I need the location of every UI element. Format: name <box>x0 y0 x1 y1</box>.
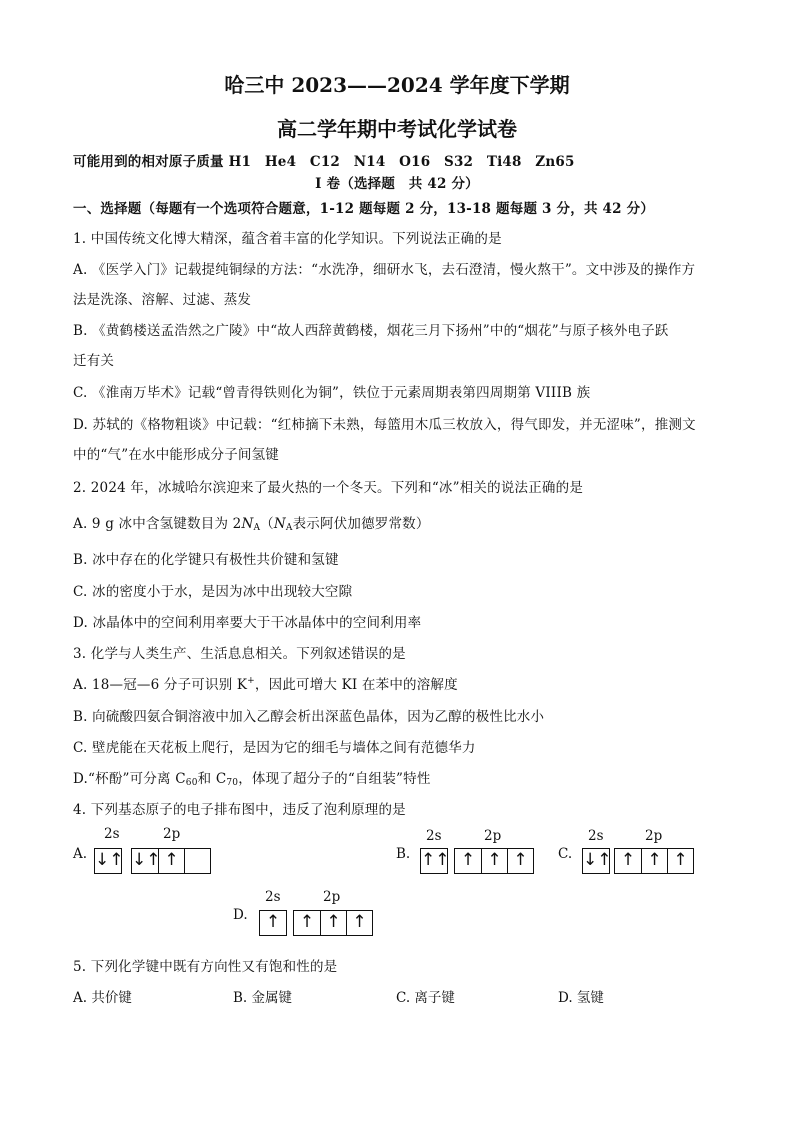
q4-b-2s-label: 2s <box>426 828 442 844</box>
q4-d-2p-label: 2p <box>323 889 341 905</box>
q3-stem: 3. 化学与人类生产、生活息息相关。下列叙述错误的是 <box>73 646 406 662</box>
atomic-mass-line: 可能用到的相对原子质量 H1 He4 C12 N14 O16 S32 Ti48 Zn65 <box>73 154 575 170</box>
q5-option-c: C. 离子键 <box>396 990 455 1006</box>
q4-b-2p-label: 2p <box>484 828 502 844</box>
orbital-box <box>184 849 210 873</box>
q2-stem: 2. 2024 年，冰城哈尔滨迎来了最火热的一个冬天。下列和“冰”相关的说法正确的是 <box>73 480 584 496</box>
orbital-box: ↑ <box>620 850 636 870</box>
q4-c-2p-boxes <box>614 848 694 874</box>
orbital-box: ↑ <box>667 849 693 873</box>
q3-option-c: C. 壁虎能在天花板上爬行，是因为它的细毛与墙体之间有范德华力 <box>73 740 476 756</box>
q2-option-b: B. 冰中存在的化学键只有极性共价键和氢键 <box>73 552 339 568</box>
q4-a-2s-boxes <box>94 848 122 874</box>
orbital-box: ↓↑ <box>132 850 161 870</box>
section-heading: 一、选择题（每题有一个选项符合题意，1-12 题每题 2 分，13-18 题每题 3 分，共 42 分） <box>73 201 655 217</box>
orbital-box: ↑ <box>641 849 667 873</box>
q3-option-b: B. 向硫酸四氨合铜溶液中加入乙醇会析出深蓝色晶体，因为乙醇的极性比水小 <box>73 709 545 725</box>
q1-option-d-line2: 中的“气”在水中能形成分子间氢键 <box>73 447 280 463</box>
q3-option-d: D.“杯酚”可分离 $C_{60}$和 $C_{70}$，体现了超分子的“自组装”特性 <box>73 771 431 788</box>
q1-option-a-line2: 法是洗涤、溶解、过滤、蒸发 <box>73 292 252 308</box>
q4-c-2s-label: 2s <box>588 828 604 844</box>
q1-option-d-line1: D. 苏轼的《格物粗谈》中记载：“红柿摘下未熟，每篮用木瓜三枚放入，得气即发，并无涩味”，推测文 <box>73 417 696 433</box>
orbital-box: ↑ <box>299 912 315 932</box>
q4-stem: 4. 下列基态原子的电子排布图中，违反了泡利原理的是 <box>73 802 406 818</box>
q5-option-b: B. 金属键 <box>233 990 293 1006</box>
orbital-box: ↓↑ <box>95 850 124 870</box>
q5-option-a: A. 共价键 <box>73 990 132 1006</box>
orbital-box: ↑ <box>320 911 346 935</box>
q1-option-c: C. 《淮南万毕术》记载“曾青得铁则化为铜”，铁位于元素周期表第四周期第 VIIIB 族 <box>73 385 591 401</box>
q4-c-2s-boxes <box>582 848 610 874</box>
q4-d-2p-boxes <box>293 910 373 936</box>
q1-stem: 1. 中国传统文化博大精深，蕴含着丰富的化学知识。下列说法正确的是 <box>73 231 502 247</box>
exam-title-school: 哈三中 2023——2024 学年度下学期 <box>224 73 570 97</box>
orbital-box: ↑ <box>346 911 372 935</box>
q2-option-a: A. 9 g 冰中含氢键数目为 $2N_A(N_A$表示阿伏加德罗常数） <box>73 516 430 533</box>
orbital-box: ↑ <box>265 912 281 932</box>
q4-d-2s-label: 2s <box>265 889 281 905</box>
q4-d-2s-boxes <box>259 910 287 936</box>
q1-option-b-line1: B. 《黄鹤楼送孟浩然之广陵》中“故人西辞黄鹤楼，烟花三月下扬州”中的“烟花”与原子核外电子跃 <box>73 323 669 339</box>
q1-option-a-line1: A. 《医学入门》记载提纯铜绿的方法：“水洗净，细研水飞，去石澄清，慢火熬干”。文中涉及的操作方 <box>73 262 696 278</box>
orbital-box: ↓↑ <box>583 850 612 870</box>
orbital-box: ↑ <box>507 849 533 873</box>
q4-option-b-letter: B. <box>396 846 411 862</box>
q4-a-2s-label: 2s <box>104 826 120 842</box>
q2-option-d: D. 冰晶体中的空间利用率要大于干冰晶体中的空间利用率 <box>73 615 422 631</box>
q2-option-c: C. 冰的密度小于水，是因为冰中出现较大空隙 <box>73 584 353 600</box>
q5-option-d: D. 氢键 <box>558 990 604 1006</box>
orbital-box: ↑ <box>481 849 507 873</box>
orbital-box: ↑↑ <box>421 850 450 870</box>
orbital-box: ↑ <box>460 850 476 870</box>
q4-option-a-letter: A. <box>73 846 88 862</box>
q4-c-2p-label: 2p <box>645 828 663 844</box>
q4-b-2s-boxes <box>420 848 448 874</box>
q4-a-2p-label: 2p <box>163 826 181 842</box>
q4-option-c-letter: C. <box>558 846 573 862</box>
orbital-box: ↑ <box>158 849 184 873</box>
q1-option-b-line2: 迁有关 <box>73 353 115 369</box>
q4-option-d-letter: D. <box>233 907 248 923</box>
q4-b-2p-boxes <box>454 848 534 874</box>
q3-option-a: A. 18—冠—6 分子可识别 K+，因此可增大 KI 在苯中的溶解度 <box>73 676 458 693</box>
exam-title-subject: 高二学年期中考试化学试卷 <box>277 117 517 141</box>
volume-heading: I 卷（选择题 共 42 分） <box>315 176 479 192</box>
q5-stem: 5. 下列化学键中既有方向性又有饱和性的是 <box>73 959 338 975</box>
q4-a-2p-boxes <box>131 848 211 874</box>
